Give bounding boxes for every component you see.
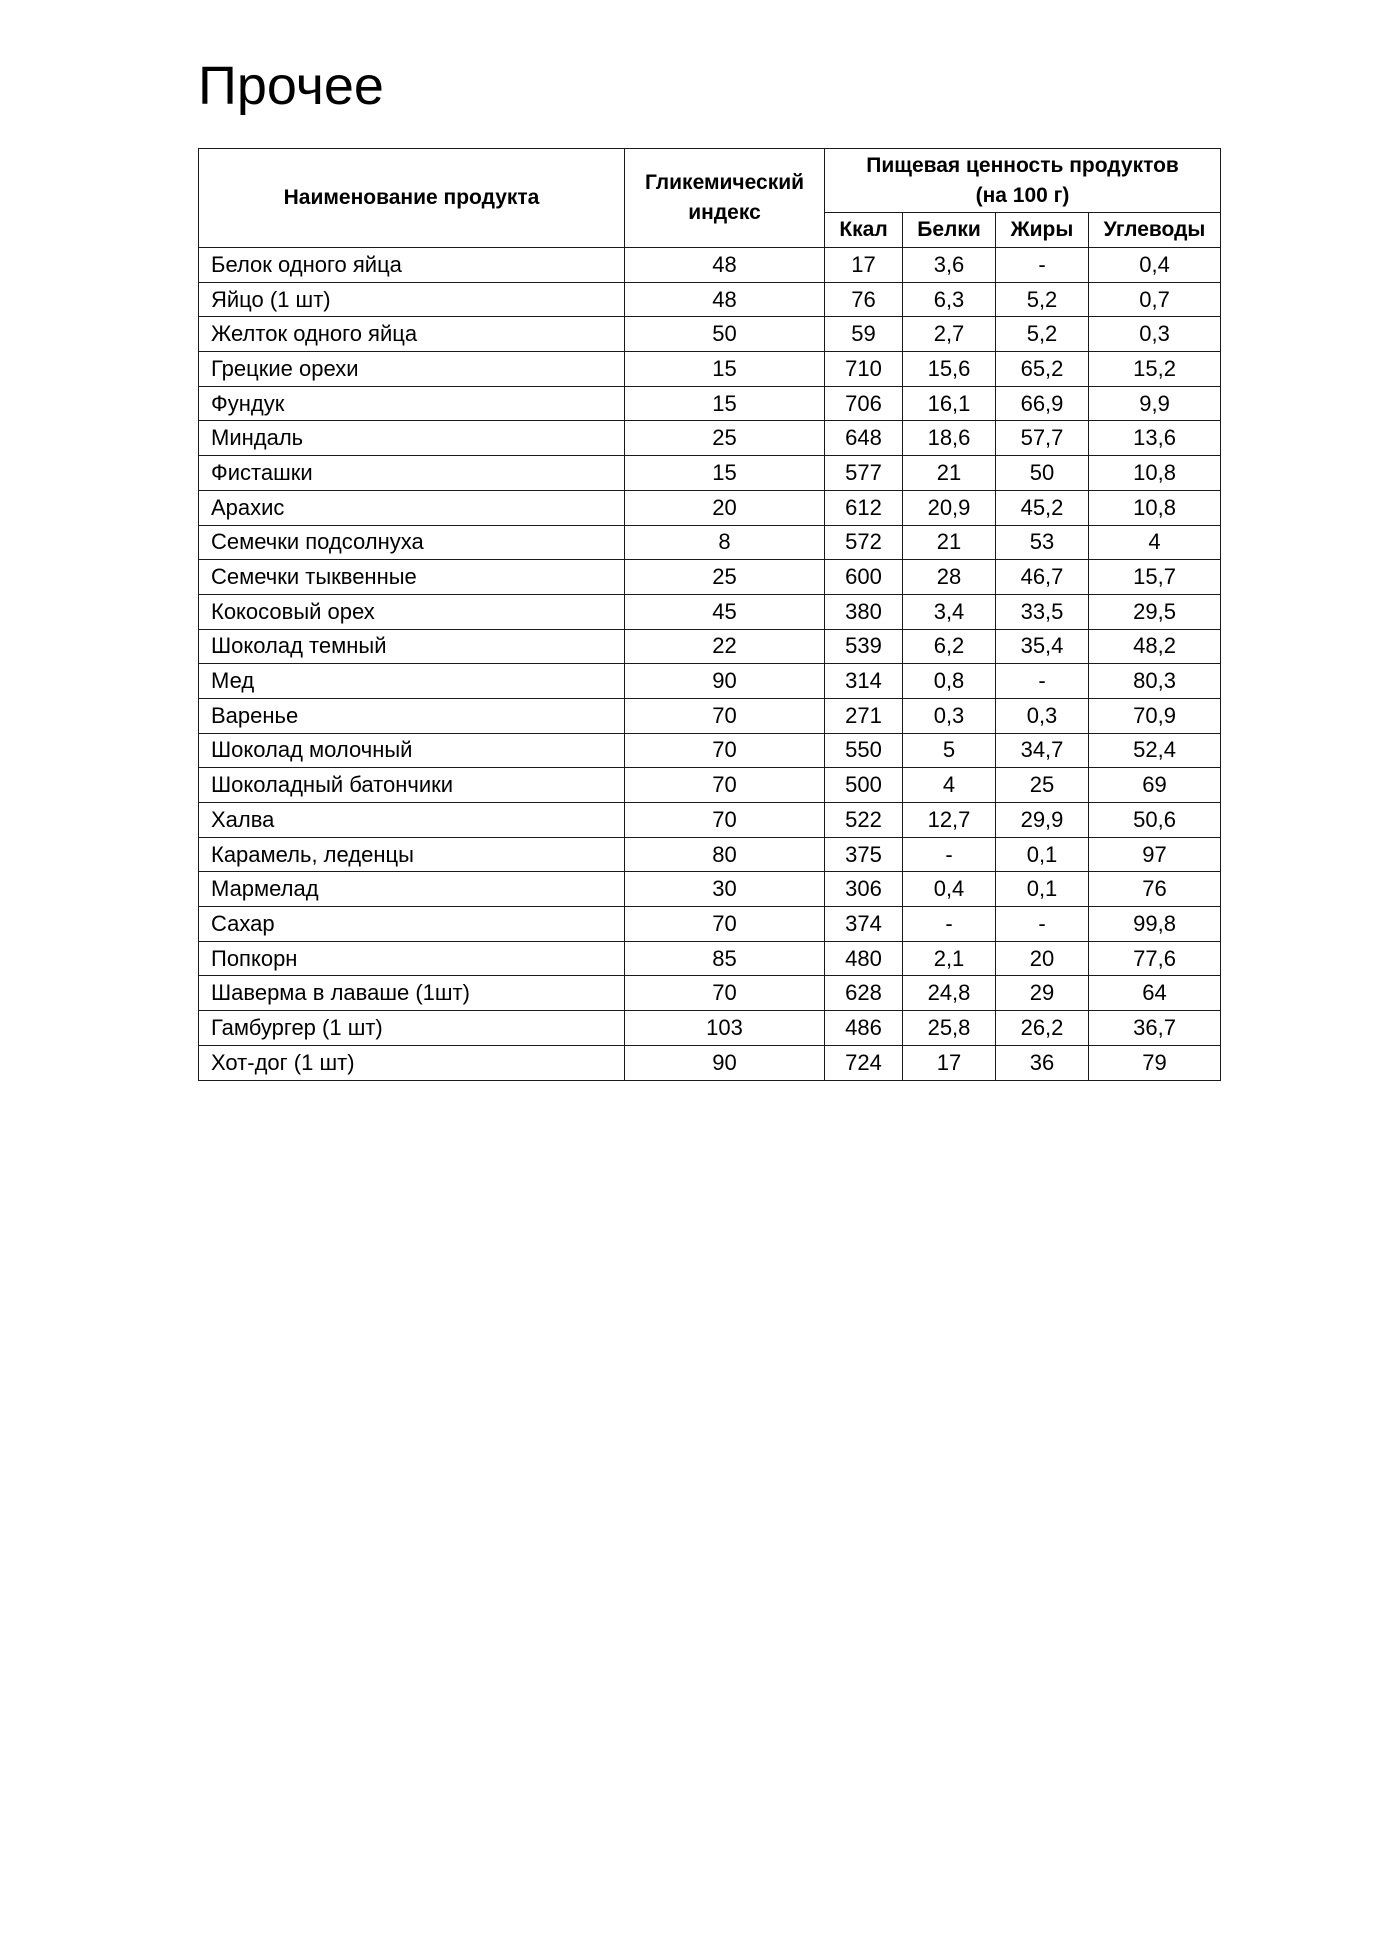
cell-fat: 0,1 [996, 872, 1089, 907]
nutrition-table [198, 148, 1221, 1081]
cell-product-name: Шоколад темный [199, 629, 625, 664]
cell-product-name: Шоколадный батончики [199, 768, 625, 803]
cell-protein: 12,7 [903, 803, 996, 838]
cell-product-name: Арахис [199, 490, 625, 525]
cell-carbs: 9,9 [1089, 386, 1221, 421]
cell-kcal: 59 [825, 317, 903, 352]
cell-fat: 0,1 [996, 837, 1089, 872]
table-row [199, 768, 1221, 803]
cell-product-name: Миндаль [199, 421, 625, 456]
cell-glycemic-index: 70 [625, 733, 825, 768]
cell-protein: 17 [903, 1045, 996, 1080]
cell-kcal: 710 [825, 352, 903, 387]
table-header [199, 149, 1221, 248]
cell-product-name: Грецкие орехи [199, 352, 625, 387]
cell-carbs: 50,6 [1089, 803, 1221, 838]
cell-fat: - [996, 248, 1089, 283]
cell-product-name: Гамбургер (1 шт) [199, 1011, 625, 1046]
cell-protein: 18,6 [903, 421, 996, 456]
cell-protein: 0,3 [903, 698, 996, 733]
cell-fat: 34,7 [996, 733, 1089, 768]
header-nutrition-group [825, 149, 1221, 213]
cell-product-name: Яйцо (1 шт) [199, 282, 625, 317]
cell-product-name: Шаверма в лаваше (1шт) [199, 976, 625, 1011]
cell-glycemic-index: 90 [625, 1045, 825, 1080]
cell-product-name: Кокосовый орех [199, 594, 625, 629]
cell-glycemic-index: 8 [625, 525, 825, 560]
cell-protein: 21 [903, 525, 996, 560]
cell-fat: 25 [996, 768, 1089, 803]
cell-glycemic-index: 22 [625, 629, 825, 664]
cell-fat: 26,2 [996, 1011, 1089, 1046]
cell-product-name: Фисташки [199, 456, 625, 491]
table-row [199, 941, 1221, 976]
cell-glycemic-index: 15 [625, 352, 825, 387]
cell-glycemic-index: 70 [625, 768, 825, 803]
cell-carbs: 48,2 [1089, 629, 1221, 664]
table-row [199, 248, 1221, 283]
cell-fat: 66,9 [996, 386, 1089, 421]
cell-fat: 35,4 [996, 629, 1089, 664]
cell-kcal: 271 [825, 698, 903, 733]
cell-kcal: 612 [825, 490, 903, 525]
cell-kcal: 375 [825, 837, 903, 872]
cell-carbs: 13,6 [1089, 421, 1221, 456]
table-row [199, 698, 1221, 733]
cell-kcal: 374 [825, 907, 903, 942]
cell-kcal: 550 [825, 733, 903, 768]
cell-carbs: 77,6 [1089, 941, 1221, 976]
cell-fat: 53 [996, 525, 1089, 560]
cell-product-name: Желток одного яйца [199, 317, 625, 352]
cell-product-name: Попкорн [199, 941, 625, 976]
cell-product-name: Мармелад [199, 872, 625, 907]
cell-glycemic-index: 80 [625, 837, 825, 872]
cell-kcal: 600 [825, 560, 903, 595]
cell-kcal: 628 [825, 976, 903, 1011]
table-row [199, 525, 1221, 560]
cell-carbs: 0,7 [1089, 282, 1221, 317]
cell-glycemic-index: 70 [625, 976, 825, 1011]
cell-glycemic-index: 30 [625, 872, 825, 907]
header-glycemic-index [625, 149, 825, 248]
cell-protein: 0,8 [903, 664, 996, 699]
table-row [199, 421, 1221, 456]
cell-carbs: 29,5 [1089, 594, 1221, 629]
table-row [199, 1045, 1221, 1080]
cell-protein: 2,7 [903, 317, 996, 352]
table-row [199, 386, 1221, 421]
cell-carbs: 15,7 [1089, 560, 1221, 595]
cell-carbs: 0,3 [1089, 317, 1221, 352]
cell-fat: 29 [996, 976, 1089, 1011]
cell-glycemic-index: 70 [625, 907, 825, 942]
table-row [199, 317, 1221, 352]
table-body [199, 248, 1221, 1081]
cell-glycemic-index: 48 [625, 282, 825, 317]
cell-kcal: 572 [825, 525, 903, 560]
table-row [199, 733, 1221, 768]
cell-protein: 0,4 [903, 872, 996, 907]
cell-fat: - [996, 664, 1089, 699]
cell-product-name: Варенье [199, 698, 625, 733]
cell-protein: 24,8 [903, 976, 996, 1011]
cell-carbs: 70,9 [1089, 698, 1221, 733]
cell-glycemic-index: 70 [625, 698, 825, 733]
cell-product-name: Семечки подсолнуха [199, 525, 625, 560]
table-row [199, 976, 1221, 1011]
cell-kcal: 17 [825, 248, 903, 283]
table-row [199, 629, 1221, 664]
cell-kcal: 76 [825, 282, 903, 317]
cell-kcal: 380 [825, 594, 903, 629]
cell-product-name: Семечки тыквенные [199, 560, 625, 595]
cell-protein: 4 [903, 768, 996, 803]
cell-glycemic-index: 85 [625, 941, 825, 976]
table-row [199, 594, 1221, 629]
header-glycemic-index-text: Гликемический индекс [644, 171, 805, 224]
cell-carbs: 99,8 [1089, 907, 1221, 942]
cell-kcal: 539 [825, 629, 903, 664]
cell-protein: 21 [903, 456, 996, 491]
cell-glycemic-index: 70 [625, 803, 825, 838]
cell-carbs: 0,4 [1089, 248, 1221, 283]
cell-fat: 29,9 [996, 803, 1089, 838]
cell-kcal: 480 [825, 941, 903, 976]
header-carbs: Углеводы [1089, 213, 1221, 248]
cell-kcal: 306 [825, 872, 903, 907]
cell-protein: 16,1 [903, 386, 996, 421]
cell-protein: 5 [903, 733, 996, 768]
header-nutrition-line2: (на 100 г) [975, 183, 1070, 207]
cell-kcal: 522 [825, 803, 903, 838]
cell-protein: 2,1 [903, 941, 996, 976]
cell-protein: - [903, 907, 996, 942]
cell-kcal: 706 [825, 386, 903, 421]
header-product-name: Наименование продукта [199, 149, 625, 248]
cell-protein: 6,3 [903, 282, 996, 317]
cell-carbs: 69 [1089, 768, 1221, 803]
cell-glycemic-index: 90 [625, 664, 825, 699]
cell-kcal: 500 [825, 768, 903, 803]
cell-glycemic-index: 15 [625, 456, 825, 491]
table-row [199, 872, 1221, 907]
header-kcal: Ккал [825, 213, 903, 248]
cell-protein: 6,2 [903, 629, 996, 664]
cell-fat: - [996, 907, 1089, 942]
cell-carbs: 10,8 [1089, 456, 1221, 491]
cell-glycemic-index: 50 [625, 317, 825, 352]
cell-carbs: 4 [1089, 525, 1221, 560]
cell-carbs: 79 [1089, 1045, 1221, 1080]
cell-fat: 5,2 [996, 317, 1089, 352]
table-row [199, 490, 1221, 525]
cell-glycemic-index: 25 [625, 421, 825, 456]
table-row [199, 560, 1221, 595]
cell-carbs: 52,4 [1089, 733, 1221, 768]
table-row [199, 456, 1221, 491]
cell-fat: 5,2 [996, 282, 1089, 317]
cell-protein: 25,8 [903, 1011, 996, 1046]
cell-carbs: 97 [1089, 837, 1221, 872]
cell-product-name: Халва [199, 803, 625, 838]
cell-kcal: 577 [825, 456, 903, 491]
cell-kcal: 486 [825, 1011, 903, 1046]
table-row [199, 837, 1221, 872]
cell-glycemic-index: 15 [625, 386, 825, 421]
cell-fat: 57,7 [996, 421, 1089, 456]
cell-kcal: 314 [825, 664, 903, 699]
cell-protein: 20,9 [903, 490, 996, 525]
table-row [199, 1011, 1221, 1046]
table-row [199, 907, 1221, 942]
cell-kcal: 724 [825, 1045, 903, 1080]
cell-fat: 33,5 [996, 594, 1089, 629]
header-fat: Жиры [996, 213, 1089, 248]
cell-carbs: 10,8 [1089, 490, 1221, 525]
cell-protein: 15,6 [903, 352, 996, 387]
cell-glycemic-index: 48 [625, 248, 825, 283]
cell-protein: 3,4 [903, 594, 996, 629]
cell-product-name: Шоколад молочный [199, 733, 625, 768]
cell-product-name: Сахар [199, 907, 625, 942]
cell-kcal: 648 [825, 421, 903, 456]
cell-glycemic-index: 25 [625, 560, 825, 595]
cell-product-name: Карамель, леденцы [199, 837, 625, 872]
cell-glycemic-index: 103 [625, 1011, 825, 1046]
cell-carbs: 80,3 [1089, 664, 1221, 699]
cell-fat: 36 [996, 1045, 1089, 1080]
page-title: Прочее [198, 56, 384, 116]
table-row [199, 803, 1221, 838]
cell-carbs: 15,2 [1089, 352, 1221, 387]
cell-product-name: Белок одного яйца [199, 248, 625, 283]
cell-fat: 65,2 [996, 352, 1089, 387]
cell-product-name: Мед [199, 664, 625, 699]
cell-carbs: 76 [1089, 872, 1221, 907]
cell-fat: 46,7 [996, 560, 1089, 595]
header-protein: Белки [903, 213, 996, 248]
cell-fat: 45,2 [996, 490, 1089, 525]
cell-fat: 20 [996, 941, 1089, 976]
cell-fat: 50 [996, 456, 1089, 491]
table-row [199, 352, 1221, 387]
table-row [199, 282, 1221, 317]
cell-carbs: 64 [1089, 976, 1221, 1011]
cell-protein: 28 [903, 560, 996, 595]
cell-glycemic-index: 20 [625, 490, 825, 525]
cell-product-name: Хот-дог (1 шт) [199, 1045, 625, 1080]
cell-glycemic-index: 45 [625, 594, 825, 629]
cell-fat: 0,3 [996, 698, 1089, 733]
cell-protein: 3,6 [903, 248, 996, 283]
cell-product-name: Фундук [199, 386, 625, 421]
header-nutrition-line1: Пищевая ценность продуктов [866, 153, 1179, 177]
table-row [199, 664, 1221, 699]
cell-protein: - [903, 837, 996, 872]
cell-carbs: 36,7 [1089, 1011, 1221, 1046]
